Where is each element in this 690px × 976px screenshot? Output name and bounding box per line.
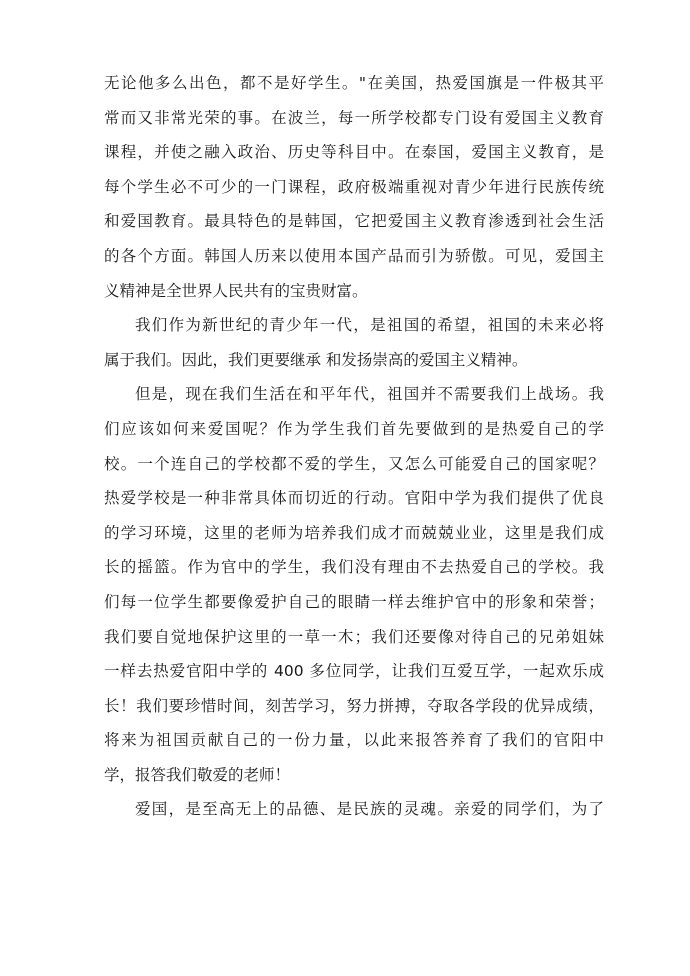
text-line: 的学习环境，这里的老师为培养我们成才而兢兢业业，这里是我们成 — [104, 523, 604, 542]
text-line: 每个学生必不可少的一门课程，政府极端重视对青少年进行民族传统 — [104, 177, 604, 196]
text-line: 无论他多么出色，都不是好学生。"在美国，热爱国旗是一件极其平 — [104, 74, 604, 92]
text-line: 的各个方面。韩国人历来以使用本国产品而引为骄傲。可见，爱国主 — [104, 246, 604, 265]
text-line: 我们作为新世纪的青少年一代，是祖国的希望，祖国的未来必将 — [135, 316, 604, 335]
text-line: 学，报答我们敬爱的老师！ — [104, 765, 291, 784]
text-line: 义精神是全世界人民共有的宝贵财富。 — [104, 281, 368, 300]
text-line: 长的摇篮。作为官中的学生，我们没有理由不去热爱自己的学校。我 — [104, 558, 604, 577]
text-line: 热爱学校是一种非常具体而切近的行动。官阳中学为我们提供了优良 — [104, 489, 604, 508]
text-line: 常而又非常光荣的事。在波兰，每一所学校都专门设有爱国主义教育 — [104, 108, 604, 127]
text-line: 将来为祖国贡献自己的一份力量，以此来报答养育了我们的官阳中 — [104, 731, 604, 750]
text-line: 和爱国教育。最具特色的是韩国，它把爱国主义教育渗透到社会生活 — [104, 212, 604, 231]
text-line: 课程，并使之融入政治、历史等科目中。在泰国，爱国主义教育，是 — [104, 143, 604, 162]
text-line: 但是，现在我们生活在和平年代，祖国并不需要我们上战场。我 — [135, 385, 604, 404]
text-line: 们应该如何来爱国呢？作为学生我们首先要做到的是热爱自己的学 — [104, 419, 604, 438]
text-line: 属于我们。因此，我们更要继承 和发扬崇高的爱国主义精神。 — [104, 350, 528, 369]
paragraph — [104, 66, 604, 308]
paragraph — [104, 377, 604, 792]
text-line: 长！我们要珍惜时间，刻苦学习，努力拼搏，夺取各学段的优异成绩， — [104, 696, 604, 715]
text-line: 校。一个连自己的学校都不爱的学生，又怎么可能爱自己的国家呢？ — [104, 454, 604, 473]
document-body — [104, 66, 604, 827]
paragraph — [104, 308, 604, 377]
text-line: 们每一位学生都要像爱护自己的眼睛一样去维护官中的形象和荣誉； — [104, 592, 604, 611]
text-line: 一样去热爱官阳中学的 400 多位同学，让我们互爱互学，一起欢乐成 — [104, 662, 604, 681]
text-line: 我们要自觉地保护这里的一草一木；我们还要像对待自己的兄弟姐妹 — [104, 627, 604, 646]
paragraph — [104, 792, 604, 827]
text-line: 爱国，是至高无上的品德、是民族的灵魂。亲爱的同学们，为了 — [135, 800, 604, 819]
